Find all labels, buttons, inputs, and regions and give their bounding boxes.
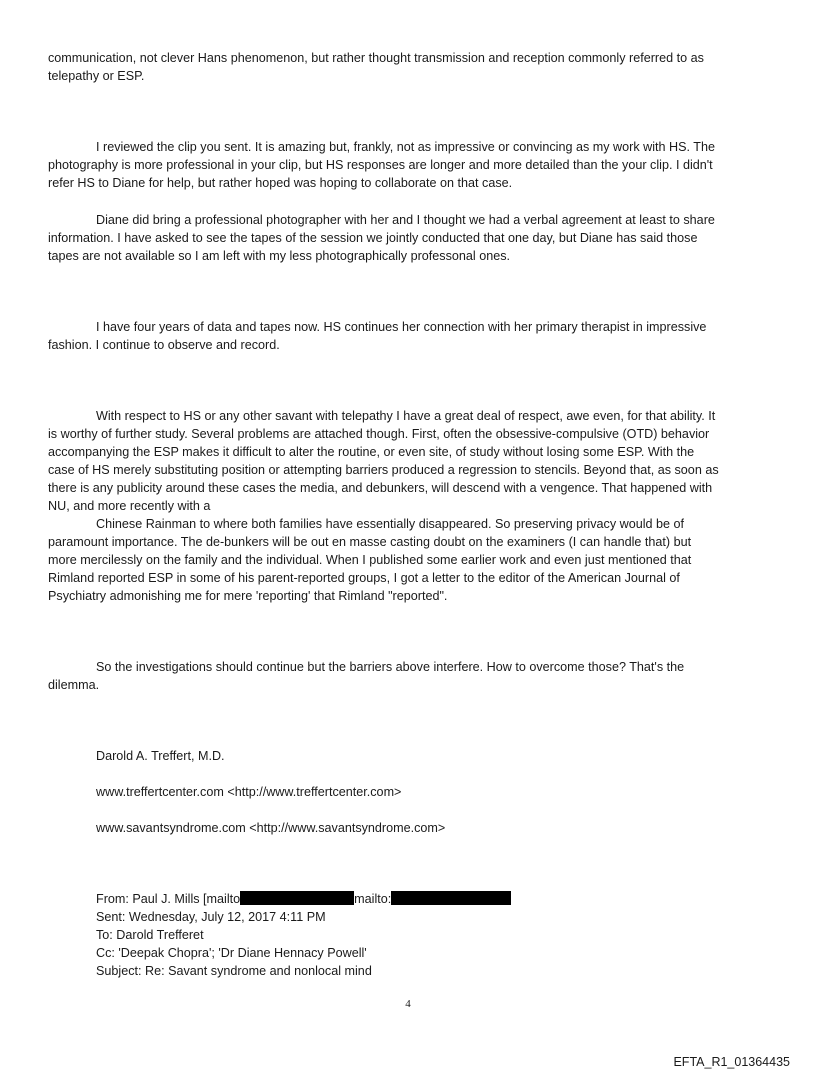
email-sent-line: Sent: Wednesday, July 12, 2017 4:11 PM — [96, 910, 326, 924]
signature-link[interactable]: www.savantsyndrome.com <http://www.savantsyndrome.com> — [96, 821, 446, 835]
redaction-box — [391, 891, 511, 905]
body-text-line: NU, and more recently with a — [48, 499, 211, 513]
body-text-line: Diane did bring a professional photographer with her and I thought we had a verbal agreement at least to share — [96, 213, 715, 227]
body-text-line: With respect to HS or any other savant with telepathy I have a great deal of respect, awe even, for that ability. It — [96, 409, 716, 423]
body-text-line: more mercilessly on the family and the individual. When I published some earlier work and even just mentioned that — [48, 553, 692, 567]
body-text-line: paramount importance. The de-bunkers will be out en masse casting doubt on the examiners (I can handle that) but — [48, 535, 692, 549]
email-from-text: From: Paul J. Mills [mailto — [96, 892, 241, 906]
email-from-line — [96, 890, 511, 908]
body-text-line: dilemma. — [48, 678, 100, 692]
body-text-line: Rimland reported ESP in some of his parent-reported groups, I got a letter to the editor of the American Journal of — [48, 571, 680, 585]
body-text-line: refer HS to Diane for help, but rather hoped was hoping to collaborate on that case. — [48, 176, 513, 190]
redaction-box — [240, 891, 354, 905]
body-text-line: case of HS merely substituting position or attempting barriers produced a regression to stencils. Beyond that, as soon as — [48, 463, 719, 477]
signature-name: Darold A. Treffert, M.D. — [96, 749, 225, 763]
email-to-line: To: Darold Trefferet — [96, 928, 204, 942]
signature-link[interactable]: www.treffertcenter.com <http://www.treffertcenter.com> — [96, 785, 402, 799]
body-text-line: communication, not clever Hans phenomenon, but rather thought transmission and reception commonly referred to as — [48, 51, 704, 65]
body-text-line: fashion. I continue to observe and record. — [48, 338, 280, 352]
email-subject-line: Subject: Re: Savant syndrome and nonlocal mind — [96, 964, 372, 978]
body-text-line: photography is more professional in your clip, but HS responses are longer and more detailed than the your clip. I didn't — [48, 158, 713, 172]
body-text-line: I reviewed the clip you sent. It is amazing but, frankly, not as impressive or convincing as my work with HS. The — [96, 140, 715, 154]
body-text-line: tapes are not available so I am left with my less photographically professonal ones. — [48, 249, 511, 263]
body-text-line: I have four years of data and tapes now. HS continues her connection with her primary therapist in impressive — [96, 320, 707, 334]
body-text-line: there is any publicity around these cases the media, and debunkers, will descend with a vengence. That happened with — [48, 481, 713, 495]
body-text-line: Chinese Rainman to where both families have essentially disappeared. So preserving privacy would be of — [96, 517, 685, 531]
body-text-line: is worthy of further study. Several problems are attached though. First, often the obsessive-compulsive (OTD) behavior — [48, 427, 710, 441]
email-from-mailto: mailto: — [354, 892, 392, 906]
body-text-line: telepathy or ESP. — [48, 69, 145, 83]
page-number: 4 — [405, 998, 411, 1010]
body-text-line: So the investigations should continue but the barriers above interfere. How to overcome those? That's the — [96, 660, 685, 674]
body-text-line: accompanying the ESP makes it difficult to alter the routine, or even site, of study without losing some ESP. With the — [48, 445, 695, 459]
email-cc-line: Cc: 'Deepak Chopra'; 'Dr Diane Hennacy Powell' — [96, 946, 367, 960]
body-text-line: information. I have asked to see the tapes of the session we jointly conducted that one day, but Diane has said those — [48, 231, 698, 245]
bates-number: EFTA_R1_01364435 — [673, 1055, 790, 1069]
body-text-line: Psychiatry admonishing me for mere 'reporting' that Rimland "reported". — [48, 589, 448, 603]
